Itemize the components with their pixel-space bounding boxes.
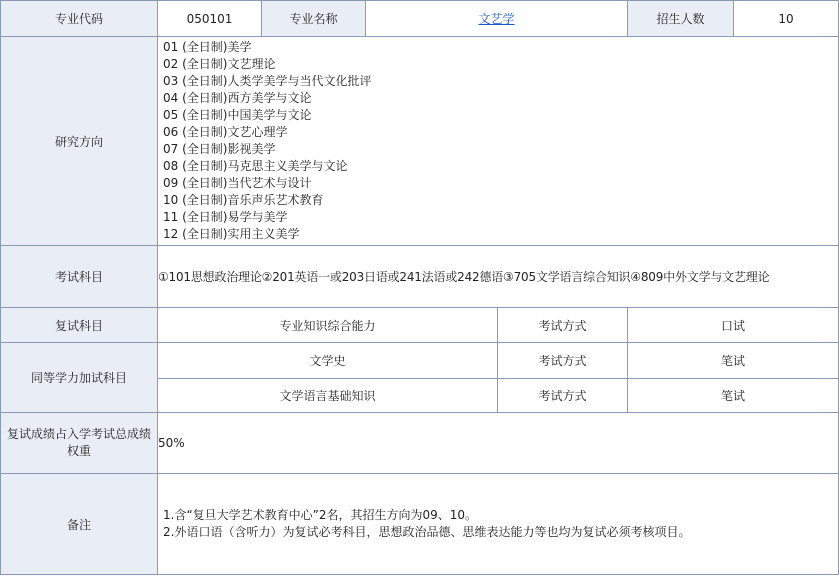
retest-label: 复试科目: [1, 308, 158, 343]
extra-method-label: 考试方式: [498, 343, 628, 379]
extra-subjects-label: 同等学力加试科目: [1, 343, 158, 413]
program-name-label: 专业名称: [262, 1, 366, 37]
notes-list: [158, 507, 838, 541]
notes-cell: [158, 474, 839, 575]
direction-item: 08 (全日制)马克思主义美学与文论: [163, 159, 348, 173]
program-name-link[interactable]: 文艺学: [478, 12, 515, 26]
program-code-label: 专业代码: [1, 1, 158, 37]
retest-method-label: 考试方式: [498, 308, 628, 343]
research-directions-list: [158, 39, 838, 243]
extra-method-value: 笔试: [628, 343, 839, 379]
enrollment-label: 招生人数: [628, 1, 734, 37]
program-code-value: 050101: [158, 1, 262, 37]
exam-subjects-label: 考试科目: [1, 246, 158, 308]
note-item: 1.含“复旦大学艺术教育中心”2名，其招生方向为09、10。: [163, 508, 478, 522]
notes-row: [1, 474, 839, 575]
exam-subjects-row: [1, 246, 839, 308]
direction-item: 07 (全日制)影视美学: [163, 142, 276, 156]
research-directions-row: [1, 37, 839, 246]
header-row: [1, 1, 839, 37]
direction-item: 02 (全日制)文艺理论: [163, 57, 276, 71]
retest-weight-label-cell: [1, 413, 158, 474]
retest-method-value: 口试: [628, 308, 839, 343]
direction-item: 03 (全日制)人类学美学与当代文化批评: [163, 74, 372, 88]
direction-item: 06 (全日制)文艺心理学: [163, 125, 288, 139]
extra-subject-name: 文学语言基础知识: [158, 379, 498, 413]
retest-row: [1, 308, 839, 343]
extra-subject-name: 文学史: [158, 343, 498, 379]
extra-subject-row: [1, 343, 839, 379]
retest-weight-value: 50%: [158, 413, 839, 474]
direction-item: 09 (全日制)当代艺术与设计: [163, 176, 312, 190]
research-directions-cell: [158, 37, 839, 246]
direction-item: 11 (全日制)易学与美学: [163, 210, 288, 224]
retest-weight-label: 复试成绩占入学考试总成绩权重: [6, 427, 151, 458]
direction-item: 12 (全日制)实用主义美学: [163, 227, 300, 241]
retest-subject: 专业知识综合能力: [158, 308, 498, 343]
extra-method-label: 考试方式: [498, 379, 628, 413]
extra-method-value: 笔试: [628, 379, 839, 413]
direction-item: 05 (全日制)中国美学与文论: [163, 108, 312, 122]
direction-item: 10 (全日制)音乐声乐艺术教育: [163, 193, 324, 207]
research-directions-label: 研究方向: [1, 37, 158, 246]
exam-subjects-value: ①101思想政治理论②201英语一或203日语或241法语或242德语③705文学语言综合知识④809中外文学与文艺理论: [158, 246, 839, 308]
note-item: 2.外语口语（含听力）为复试必考科目，思想政治品德、思维表达能力等也均为复试必须考核项目。: [163, 525, 691, 539]
program-name-cell: [366, 1, 628, 37]
direction-item: 04 (全日制)西方美学与文论: [163, 91, 312, 105]
enrollment-value: 10: [734, 1, 839, 37]
retest-weight-row: [1, 413, 839, 474]
notes-label: 备注: [1, 474, 158, 575]
direction-item: 01 (全日制)美学: [163, 40, 252, 54]
